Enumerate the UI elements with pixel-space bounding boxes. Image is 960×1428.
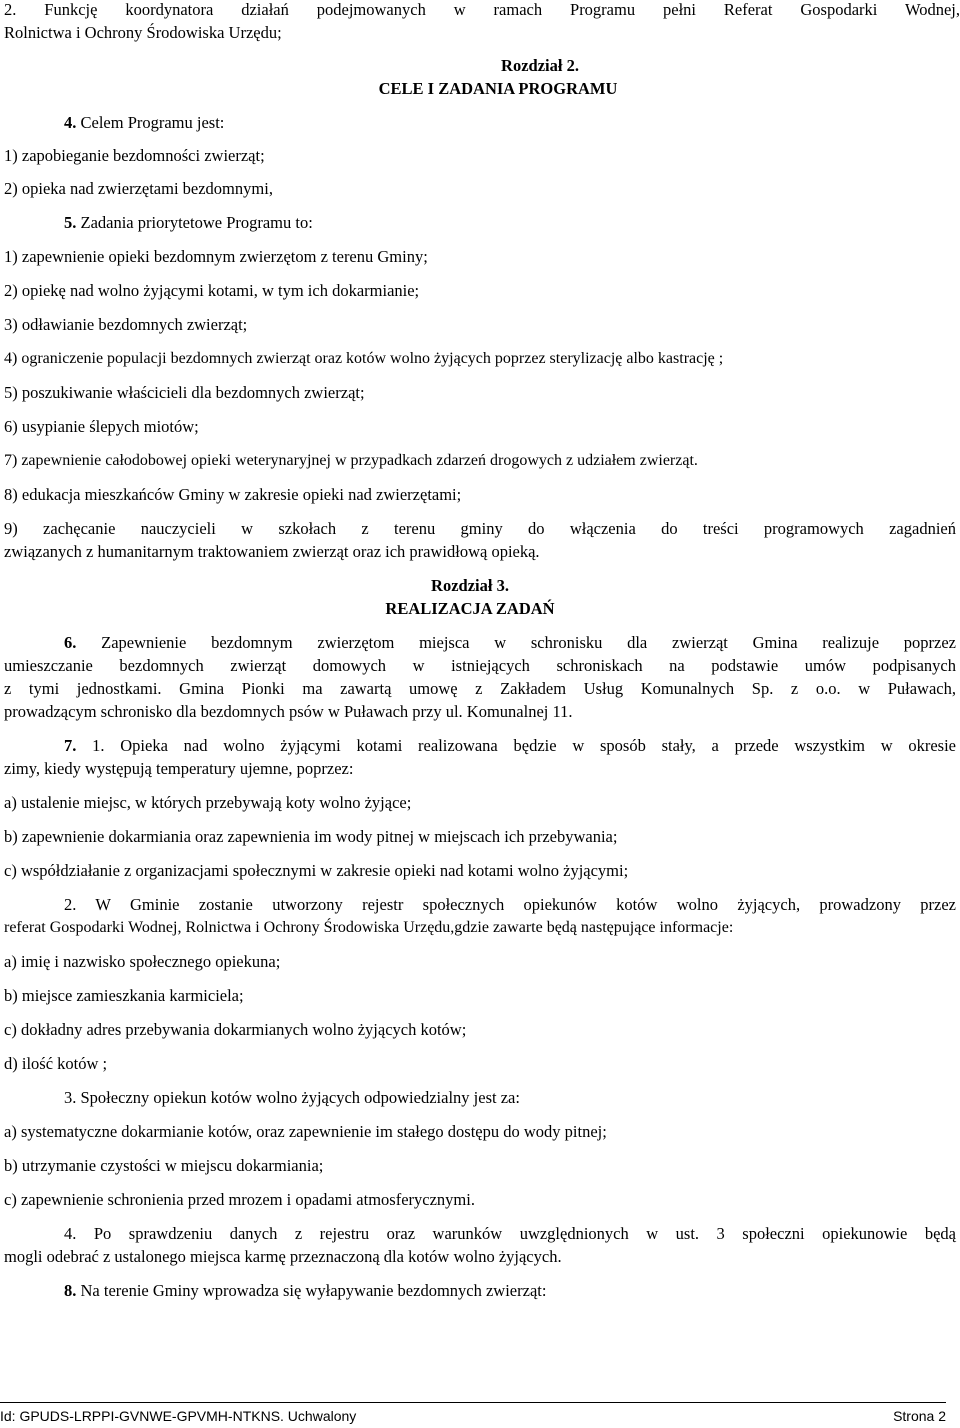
section-5-heading bbox=[64, 211, 960, 234]
section-5-number: 5. bbox=[64, 213, 77, 232]
section-6-line-4: prowadzącym schronisko dla bezdomnych psów w Puławach przy ul. Komunalnej 11. bbox=[4, 702, 573, 721]
section-7-3-item-a: a) systematyczne dokarmianie kotów, oraz zapewnienie im stałego dostępu do wody pitnej; bbox=[4, 1122, 607, 1141]
section-5-item-9-line-1: 9) zachęcanie nauczycieli w szkołach z terenu gminy do włączenia do treści programowych zagadnień bbox=[4, 519, 956, 538]
section-7-number: 7. bbox=[64, 736, 77, 755]
section-7-3-item-c: c) zapewnienie schronienia przed mrozem i opadami atmosferycznymi. bbox=[4, 1190, 475, 1209]
section-5-item-9-line-2: związanych z humanitarnym traktowaniem zwierząt oraz ich prawidłową opieką. bbox=[4, 542, 540, 561]
section-5-item-2: 2) opiekę nad wolno żyjącymi kotami, w tym ich dokarmianie; bbox=[4, 281, 420, 300]
chapter-3-title: REALIZACJA ZADAŃ bbox=[385, 599, 555, 618]
paragraph-2-line-1: 2. Funkcję koordynatora działań podejmowanych w ramach Programu pełni Referat Gospodarki Wodnej, bbox=[4, 0, 960, 19]
chapter-2-title: CELE I ZADANIA PROGRAMU bbox=[378, 79, 618, 98]
section-5-item-7: 7) zapewnienie całodobowej opieki weterynaryjnej w przypadkach zdarzeń drogowych z udziałem zwierząt. bbox=[4, 452, 698, 469]
section-8-text: Na terenie Gminy wprowadza się wyłapywanie bezdomnych zwierząt: bbox=[80, 1281, 547, 1300]
section-7-4-line-1: 4. Po sprawdzeniu danych z rejestru oraz warunków uwzględnionych w ust. 3 społeczni opiekunowie będą bbox=[64, 1224, 956, 1243]
section-4-heading bbox=[64, 111, 960, 134]
section-5-item-1: 1) zapewnienie opieki bezdomnym zwierzętom z terenu Gminy; bbox=[4, 247, 428, 266]
section-5-item-4: 4) ograniczenie populacji bezdomnych zwierząt oraz kotów wolno żyjących poprzez sterylizację albo kastrację ; bbox=[4, 350, 724, 367]
chapter-2-label: Rozdział 2. bbox=[501, 56, 579, 75]
section-6-line-2: umieszczanie bezdomnych zwierząt domowych w istniejących schroniskach na podstawie umów podpisanych bbox=[4, 656, 956, 675]
section-4-text: Celem Programu jest: bbox=[80, 113, 225, 132]
section-7-2-line-1: 2. W Gminie zostanie utworzony rejestr społecznych opiekunów kotów wolno żyjących, prowadzony przez bbox=[64, 895, 956, 914]
section-8-number: 8. bbox=[64, 1281, 77, 1300]
footer-divider bbox=[0, 1402, 946, 1403]
page-footer bbox=[0, 1406, 946, 1426]
section-7-text: 1. Opieka nad wolno żyjącymi kotami realizowana będzie w sposób stały, a przede wszystkim w okresie bbox=[92, 736, 957, 755]
section-6-number: 6. bbox=[64, 633, 77, 652]
section-7-item-b: b) zapewnienie dokarmiania oraz zapewnienia im wody pitnej w miejscach ich przebywania; bbox=[4, 827, 618, 846]
section-7-3-heading: 3. Społeczny opiekun kotów wolno żyjących odpowiedzialny jest za: bbox=[64, 1088, 520, 1107]
footer-document-id: Id: GPUDS-LRPPI-GVNWE-GPVMH-NTKNS. Uchwalony bbox=[0, 1408, 357, 1424]
section-5-item-6: 6) usypianie ślepych miotów; bbox=[4, 417, 199, 436]
section-4-number: 4. bbox=[64, 113, 77, 132]
section-6-line-1 bbox=[64, 631, 956, 654]
section-7-line-2: zimy, kiedy występują temperatury ujemne, poprzez: bbox=[4, 759, 354, 778]
footer-page-number: Strona 2 bbox=[893, 1408, 946, 1424]
section-7-2-item-d: d) ilość kotów ; bbox=[4, 1054, 108, 1073]
section-7-3-item-b: b) utrzymanie czystości w miejscu dokarmiania; bbox=[4, 1156, 324, 1175]
section-5-item-5: 5) poszukiwanie właścicieli dla bezdomnych zwierząt; bbox=[4, 383, 365, 402]
section-5-item-8: 8) edukacja mieszkańców Gminy w zakresie opieki nad zwierzętami; bbox=[4, 485, 462, 504]
section-7-2-item-a: a) imię i nazwisko społecznego opiekuna; bbox=[4, 952, 281, 971]
section-7-2-item-c: c) dokładny adres przebywania dokarmianych wolno żyjących kotów; bbox=[4, 1020, 467, 1039]
section-7-item-a: a) ustalenie miejsc, w których przebywają koty wolno żyjące; bbox=[4, 793, 412, 812]
paragraph-2-line-2: Rolnictwa i Ochrony Środowiska Urzędu; bbox=[4, 23, 282, 42]
section-7-2-item-b: b) miejsce zamieszkania karmiciela; bbox=[4, 986, 244, 1005]
section-4-item-1: 1) zapobieganie bezdomności zwierząt; bbox=[4, 146, 265, 165]
section-8-heading bbox=[64, 1279, 960, 1302]
section-5-item-3: 3) odławianie bezdomnych zwierząt; bbox=[4, 315, 248, 334]
section-6-text: Zapewnienie bezdomnym zwierzętom miejsca w schronisku dla zwierząt Gmina realizuje poprzez bbox=[101, 633, 957, 652]
section-7-2-line-2: referat Gospodarki Wodnej, Rolnictwa i Ochrony Środowiska Urzędu,gdzie zawarte będą następujące informacje: bbox=[4, 919, 734, 936]
section-5-text: Zadania priorytetowe Programu to: bbox=[80, 213, 313, 232]
section-7-4-line-2: mogli odebrać z ustalonego miejsca karmę przeznaczoną dla kotów wolno żyjących. bbox=[4, 1247, 562, 1266]
section-6-line-3: z tymi jednostkami. Gmina Pionki ma zawartą umowę z Zakładem Usług Komunalnych Sp. z o.o. w Puławach, bbox=[4, 679, 956, 698]
chapter-3-label: Rozdział 3. bbox=[431, 576, 509, 595]
section-4-item-2: 2) opieka nad zwierzętami bezdomnymi, bbox=[4, 179, 273, 198]
section-7-item-c: c) współdziałanie z organizacjami społecznymi w zakresie opieki nad kotami wolno żyjącymi; bbox=[4, 861, 629, 880]
section-7-line-1 bbox=[64, 734, 956, 757]
